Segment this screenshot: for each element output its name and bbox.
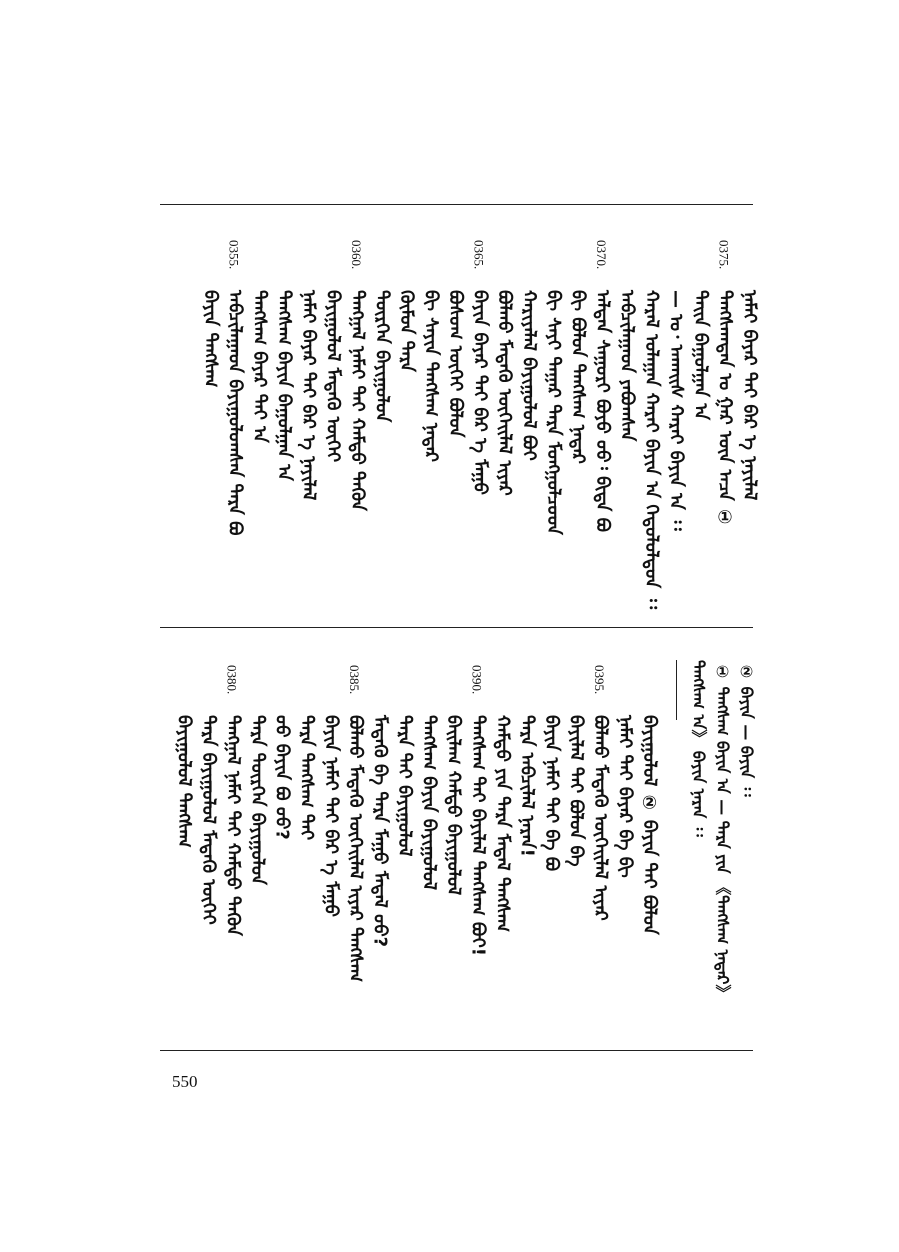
verse-line: ᠲᠠᠩᠰᠠᠭ ᠪᠠᠶᠠᠷ ᠲᠠᠢ ᠠ [249,290,270,443]
middle-rule [160,627,753,628]
line-number: 0375. [716,240,732,270]
line-number: 0370. [594,240,609,270]
line-number: 0385. [347,665,362,695]
verse-line: ᠳᠠᠩᠭᠠᠯ ᠨᠠᠮᠠᠢ ᠲᠠᠢ ᠬᠠᠮᠲᠤ ᠲᠡᠭᠦᠨ [222,715,244,936]
page-number: 550 [172,1072,198,1091]
verse-line: — ᠣ᠂ ᠠᠬᠠᠢᠰ ᠬᠠᠷᠠᠢ ᠪᠠᠶᠢᠨ ᠠ ᠄᠄ [665,290,687,531]
bottom-rule [160,1050,753,1051]
verse-line: ᠠᠪᠴᠢᠯᠠᠭᠠᠳ ᠶᠠᠪᠤᠭᠰᠠᠨ [616,290,638,442]
verse-line: ᠤᠤ ᠪᠠᠶᠢᠨ ᠪᠤ ᠤᠤ? [271,715,293,840]
verse-line: ᠲᠡᠷᠡ ᠲᠠᠩᠰᠠᠭ ᠲᠠᠢ [296,715,317,841]
verse-line: ᠳᠠᠢᠨ ᠪᠠᠭᠤᠯᠭᠠᠨ ᠠ [690,290,711,421]
verse-line: ᠨᠠᠮᠠᠢ ᠪᠠᠶᠠᠷ ᠲᠠᠢ ᠪᠡᠷ ᠡ ᠨᠡᠶᠢᠯᠡᠯ [298,290,319,501]
verse-line: ᠲᠠᠩᠰᠠᠭ ᠪᠠᠶᠢᠨ ᠪᠠᠶᠢᠭᠤᠯᠤᠯ [418,715,440,891]
verse-line: ᠪᠢ ᠪᠤᠯᠤᠨ ᠲᠠᠩᠰᠠᠭ ᠨᠠᠳᠠᠷ [567,290,589,464]
verse-line: ᠲᠡᠷᠡ ᠲᠦᠷᠭᠡᠨ ᠪᠠᠶᠢᠭᠤᠯᠤᠨ [247,715,268,885]
verse-line: ᠬᠠᠮᠲᠤ ᠶᠢᠨ ᠲᠡᠷᠡ ᠮᠡᠳᠡᠯ ᠲᠠᠩᠰᠠᠭ [492,715,513,933]
verse-line: ᠠᠪᠴᠢᠯᠠᠭᠠᠳ ᠪᠠᠶᠢᠭᠤᠯᠤᠭᠰᠠᠨ ᠲᠡᠷᠡ ᠪᠤ [224,290,246,536]
line-number: 0365. [471,240,487,270]
verse-line: ᠳᠠᠩᠭᠠᠯ ᠨᠠᠮᠠᠢ ᠲᠠᠢ ᠬᠠᠮᠲᠤ ᠲᠡᠭᠦᠨ [347,290,368,511]
verse-line: ᠬᠦᠮᠦᠨ ᠲᠡᠷᠡ [396,290,417,372]
verse-line: ᠨᠠᠮᠠᠢ ᠲᠠᠢ ᠪᠠᠶᠠᠷ ᠪᠠ ᠪᠢ [614,715,636,878]
footnote: ᠲᠠᠩᠰᠠᠭ ᠠ》 ᠪᠠᠶᠢᠨ ᠨᠠᠷᠠᠨ ᠄᠄ [689,660,708,837]
verse-line: ᠪᠣᠯᠬᠤ ᠮᠡᠳᠡᠬᠦ ᠦᠭᠡᠢᠯᠡᠯ ᠢᠶᠡᠷ ᠲᠠᠩᠰᠠᠭ [345,715,366,983]
verse-line: ᠬᠠᠷᠠᠯ ᠤᠯᠠᠭᠠᠨ ᠬᠠᠷᠠᠢ ᠪᠠᠶᠢᠨ ᠠ ᠬᠡᠳᠦᠯᠦᠯᠳᠦᠨ ᠄᠄ [641,290,662,609]
verse-line: ᠪᠣᠯᠬᠤ ᠮᠡᠳᠡᠬᠦ ᠦᠭᠡᠢᠯᠡᠯ ᠢᠶᠡᠷ [590,715,611,921]
footnote: ① ᠲᠠᠩᠰᠠᠭ ᠪᠠᠶᠢᠨ ᠠ — ᠲᠡᠷᠡ ᠶᠢᠨ 《ᠲᠠᠩᠰᠠᠭ ᠨᠠᠳᠠᠷ》 [713,662,732,1001]
verse-line: ᠠᠯᠲᠠᠨ ᠰᠠᠭᠤᠷᠢ ᠪᠤᠶᠤ ᠤᠤ᠄ ᠪᠢᠳᠡ ᠪᠤ [592,290,613,532]
line-number: 0380. [224,665,240,695]
verse-line: ᠲᠡᠷᠡ ᠲᠠᠢ ᠪᠠᠶᠢᠭᠤᠯᠤᠯ [394,715,415,857]
line-number: 0390. [469,665,485,695]
verse-line: ᠲᠠᠩᠰᠠᠭᠲᠠᠨ ᠤ ᠭᠠᠷ ᠦᠨ ᠠᠴᠠ ① [714,290,736,529]
verse-line: ᠪᠠᠶᠢᠯᠠᠯ ᠲᠠᠢ ᠪᠣᠯᠤᠨ ᠪᠠ [565,715,587,867]
verse-line: ᠲᠡᠷᠡ ᠪᠠᠶᠢᠭᠤᠯᠤᠯ ᠮᠡᠳᠡᠬᠦ ᠦᠭᠡᠢ [198,715,219,925]
verse-line: ᠬᠠᠷᠢᠶᠠᠯᠠᠯ ᠪᠠᠶᠢᠭᠤᠯᠤᠯ ᠪᠤᠢ [518,290,540,461]
verse-line: ᠪᠠᠶᠢᠨ ᠨᠠᠮᠠᠢ ᠲᠠᠢ ᠪᠡᠷ ᠡ ᠮᠠᠭᠤ [320,715,342,917]
verse-line: ᠲᠠᠩᠰᠠᠭ ᠪᠠᠶᠢᠨ ᠪᠠᠭᠤᠯᠭᠠᠨ ᠠ [273,290,295,481]
verse-line: ᠪᠤᠰᠤᠭ ᠦᠭᠡᠢ ᠪᠣᠯᠤᠨ [445,290,466,438]
verse-line: ᠪᠢ ᠰᠠᠶᠢ ᠲᠠᠭᠠᠷ ᠲᠡᠷᠡ ᠮᠤᠩᠭᠤᠯᠴᠤᠳ [543,290,564,535]
verse-line: ᠪᠠᠶᠢᠭᠤᠯᠤᠯ ᠮᠡᠳᠡᠬᠦ ᠦᠭᠡᠢ [322,290,344,463]
footnote-separator [676,660,677,720]
footnote: ② ᠪᠠᠶᠢᠨ — ᠪᠠᠶᠢᠨ ᠄᠄ [737,662,756,797]
top-rule [160,204,753,205]
verse-line: ᠪᠠᠶᠢᠨ ᠪᠠᠶᠠᠷ ᠲᠠᠢ ᠪᠡᠷ ᠡ ᠮᠠᠭᠤ [469,290,491,495]
line-number: 0360. [349,240,364,270]
line-number: 0355. [226,240,242,270]
verse-line: ᠪᠠᠶᠢᠨ ᠲᠠᠩᠰᠠᠭ [200,290,221,388]
line-number: 0395. [592,665,607,695]
verse-line: ᠲᠠᠩᠰᠠᠭ ᠲᠠᠢ ᠪᠠᠶᠢᠯᠠᠯ ᠲᠠᠩᠰᠠᠭ ᠪᠤᠢ! [467,715,489,956]
verse-line: ᠪᠠᠶᠢᠭᠤᠯᠤᠯ ② ᠪᠠᠶᠢᠨ ᠲᠠᠢ ᠪᠣᠯᠤᠨ [639,715,660,935]
verse-line: ᠲᠡᠷᠡ ᠠᠪᠴᠢᠯᠠᠯ ᠨᠠᠷᠠᠨ! [516,715,538,857]
verse-line: ᠪᠠᠶᠢᠭᠤᠯᠤᠯ ᠲᠠᠩᠰᠠᠭ [173,715,195,848]
verse-line: ᠲᠦᠷᠭᠡᠨ ᠪᠠᠶᠢᠭᠤᠯᠤᠨ [371,290,393,423]
verse-line: ᠪᠢ ᠰᠠᠶᠢᠨ ᠲᠠᠩᠰᠠᠭ ᠨᠠᠳᠠᠷ [420,290,442,462]
verse-line: ᠮᠡᠳᠡᠬᠦ ᠪᠠ ᠲᠡᠷᠡ ᠮᠠᠭᠤ ᠮᠡᠳᠡᠯ ᠤᠤ? [369,715,391,948]
verse-line: ᠨᠠᠮᠠᠢ ᠪᠠᠶᠠᠷ ᠲᠠᠢ ᠪᠡᠷ ᠡ ᠨᠡᠶᠢᠯᠡᠯ [739,290,760,501]
verse-line: ᠪᠠᠶᠢᠨ ᠨᠠᠮᠠᠢ ᠲᠠᠢ ᠪᠡ ᠪᠤ [541,715,562,872]
verse-line: ᠪᠠᠢᠯᠠᠭ ᠬᠠᠮᠲᠤ ᠪᠠᠶᠢᠭᠤᠯᠤᠯ [443,715,464,896]
verse-line: ᠪᠣᠯᠬᠤ ᠮᠡᠳᠡᠬᠦ ᠦᠭᠡᠢᠯᠡᠯ ᠢᠶᠡᠷ [494,290,515,496]
